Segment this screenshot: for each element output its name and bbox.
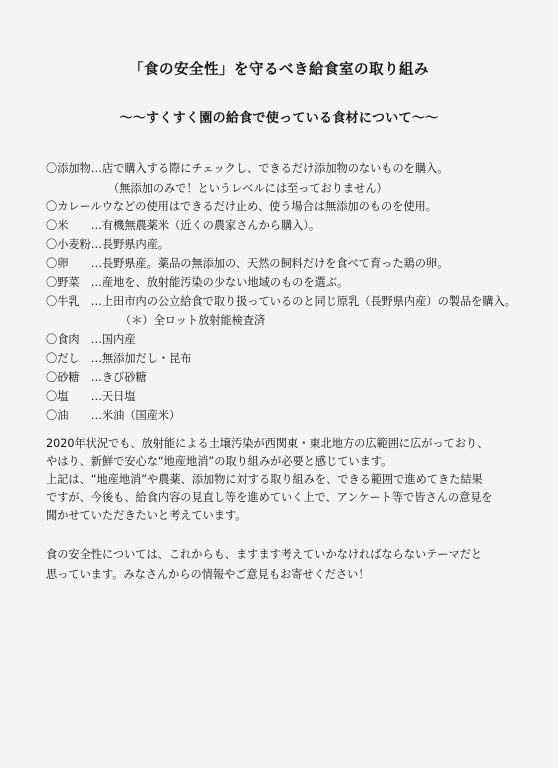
item-milk: 〇牛乳 …上田市内の公立給食で取り扱っているのと同じ原乳（長野県内産）の製品を購入。 [46, 295, 516, 308]
item-additives-note: （無添加のみで！というレベルには至っておりません） [108, 182, 388, 195]
paragraph-line: ですが、今後も、給食内容の見直し等を進めていく上で、アンケート等で皆さんの意見を [46, 491, 493, 504]
closing-line: 食の安全性については、これからも、ますます考えていかなければならないテーマだと [46, 548, 483, 561]
item-curry-roux: 〇カレールウなどの使用はできるだけ止め、使う場合は無添加のものを使用。 [46, 200, 437, 213]
item-flour: 〇小麦粉…長野県内産。 [46, 238, 170, 251]
paragraph-line: 聞かせていただきたいと考えています。 [46, 509, 247, 522]
closing-line: 思っています。みなさんからの情報やご意見もお寄せください！ [46, 568, 370, 581]
item-meat: 〇食肉 …国内産 [46, 333, 136, 346]
item-sugar: 〇砂糖 …きび砂糖 [46, 371, 147, 384]
item-dashi: 〇だし …無添加だし・昆布 [46, 352, 192, 365]
item-egg: 〇卵 …長野県産。薬品の無添加の、天然の飼料だけを食べて育った鶏の卵。 [46, 257, 449, 270]
item-salt: 〇塩 …天日塩 [46, 390, 136, 403]
paragraph-line: 2020年状況でも、放射能による土壌汚染が西関東・東北地方の広範囲に広がっており、 [46, 437, 489, 450]
paragraph-line: 上記は、“地産地消”や農薬、添加物に対する取り組みを、できる範囲で進めてきた結果 [46, 473, 483, 486]
item-additives: 〇添加物…店で購入する際にチェックし、できるだけ添加物のないものを購入。 [46, 162, 449, 175]
item-milk-note: （＊）全ロット放射能検査済 [120, 314, 266, 327]
item-oil: 〇油 …米油（国産米） [46, 409, 181, 422]
item-vegetables: 〇野菜 …産地を、放射能汚染の少ない地域のものを選ぶ。 [46, 276, 349, 289]
item-rice: 〇米 …有機無農薬米（近くの農家さんから購入）。 [46, 219, 321, 232]
paragraph-line: やはり、新鮮で安心な“地産地消”の取り組みが必要と感じています。 [46, 455, 393, 468]
page-subtitle: ～～すくすく園の給食で使っている食材について～～ [119, 111, 439, 126]
page-title: 「食の安全性」を守るべき給食室の取り組み [129, 62, 429, 78]
